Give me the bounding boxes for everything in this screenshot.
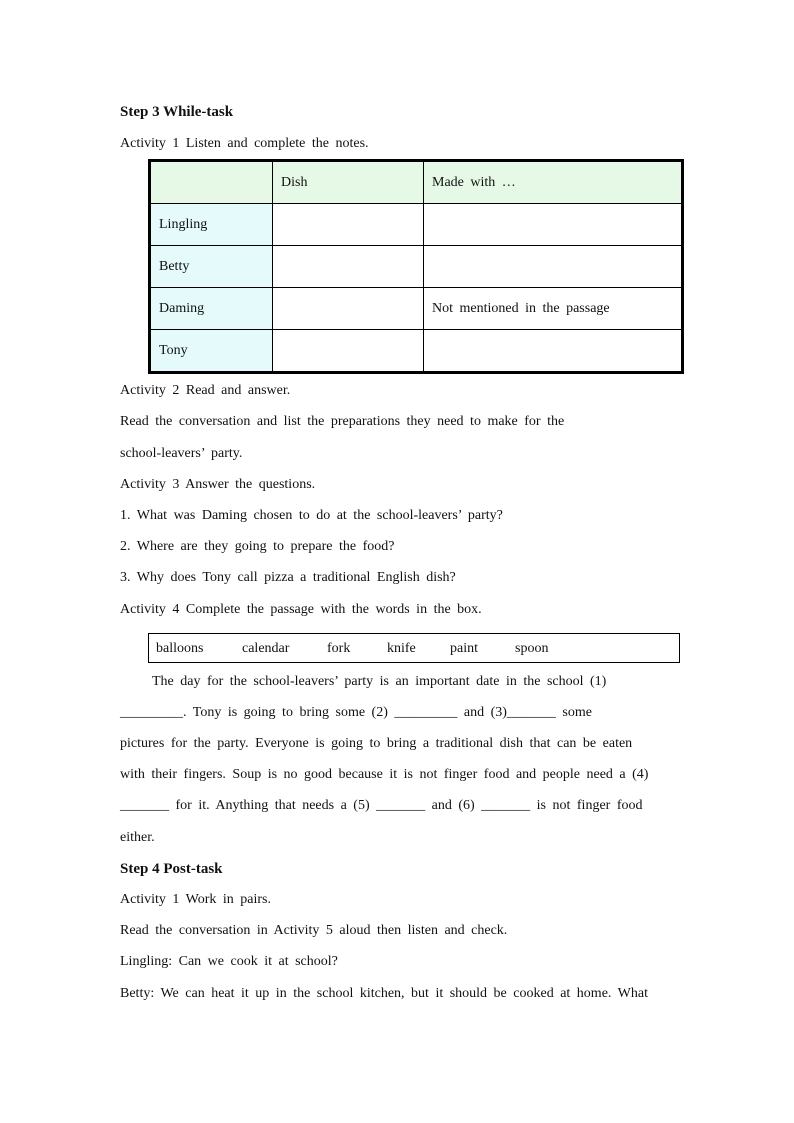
activity1-heading: Activity 1 Listen and complete the notes. [120, 136, 369, 151]
dialogue-betty: Betty: We can heat it up in the school kitchen, but it should be cooked at home. What [120, 986, 648, 1001]
activity2-heading: Activity 2 Read and answer. [120, 383, 291, 398]
question-2: 2. Where are they going to prepare the food? [120, 539, 395, 554]
word-calendar: calendar [242, 641, 290, 656]
header-cell-dish: Dish [273, 161, 424, 204]
row-dish-cell [273, 288, 424, 330]
step4-instruction: Read the conversation in Activity 5 aloud then listen and check. [120, 923, 508, 938]
passage-line-4: with their fingers. Soup is no good because it is not finger food and people need a (4) [120, 767, 649, 782]
activity4-heading: Activity 4 Complete the passage with the words in the box. [120, 602, 482, 617]
activity3-heading: Activity 3 Answer the questions. [120, 477, 316, 492]
word-paint: paint [450, 641, 478, 656]
passage-line-1: The day for the school-leavers’ party is an important date in the school (1) [152, 674, 607, 689]
activity2-instruction-line2: school-leavers’ party. [120, 446, 243, 461]
table-header-row [150, 161, 683, 204]
word-knife: knife [387, 641, 416, 656]
table-row [150, 288, 683, 330]
row-made-cell [424, 246, 683, 288]
header-cell-blank [150, 161, 273, 204]
row-made-cell [424, 204, 683, 246]
row-dish-cell [273, 330, 424, 373]
passage-line-6: either. [120, 830, 155, 845]
passage-line-5: _______ for it. Anything that needs a (5) _______ and (6) _______ is not finger food [120, 798, 643, 813]
row-made-cell [424, 330, 683, 373]
row-name: Lingling [150, 204, 273, 246]
question-3: 3. Why does Tony call pizza a traditional English dish? [120, 570, 456, 585]
step4-title: Step 4 Post-task [120, 861, 223, 877]
table-row [150, 330, 683, 373]
dialogue-lingling: Lingling: Can we cook it at school? [120, 954, 338, 969]
word-balloons: balloons [156, 641, 204, 656]
row-name: Tony [150, 330, 273, 373]
word-spoon: spoon [515, 641, 549, 656]
row-name: Betty [150, 246, 273, 288]
notes-table [148, 159, 684, 374]
passage-line-3: pictures for the party. Everyone is going to bring a traditional dish that can be eaten [120, 736, 633, 751]
row-dish-cell [273, 204, 424, 246]
table-row [150, 246, 683, 288]
question-1: 1. What was Daming chosen to do at the school-leavers’ party? [120, 508, 503, 523]
activity2-instruction-line1: Read the conversation and list the preparations they need to make for the [120, 414, 565, 429]
row-made-cell: Not mentioned in the passage [424, 288, 683, 330]
passage-line-2: _________. Tony is going to bring some (2) _________ and (3)_______ some [120, 705, 592, 720]
row-dish-cell [273, 246, 424, 288]
word-fork: fork [327, 641, 351, 656]
table-row [150, 204, 683, 246]
step4-activity1-heading: Activity 1 Work in pairs. [120, 892, 271, 907]
step3-title: Step 3 While-task [120, 104, 234, 120]
header-cell-made-with: Made with … [424, 161, 683, 204]
row-name: Daming [150, 288, 273, 330]
word-box [148, 633, 680, 663]
